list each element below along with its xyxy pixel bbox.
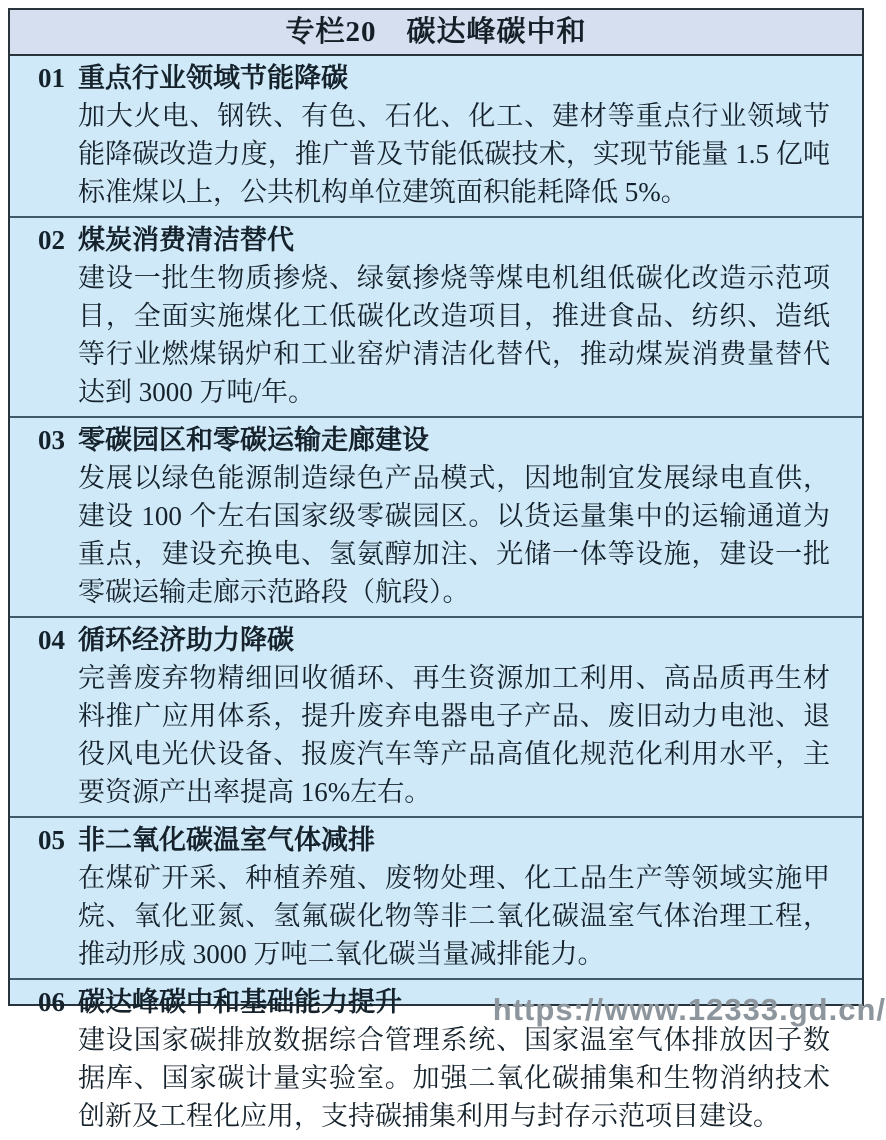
section-body: 在煤矿开采、种植养殖、废物处理、化工品生产等领域实施甲烷、氧化亚氮、氢氟碳化物等非二氧化碳温室气体治理工程，推动形成 3000 万吨二氧化碳当量减排能力。 (78, 863, 830, 969)
section-heading: 非二氧化碳温室气体减排 (78, 825, 375, 855)
section-body: 建设一批生物质掺烧、绿氨掺烧等煤电机组低碳化改造示范项目，全面实施煤化工低碳化改造项目，推进食品、纺织、造纸等行业燃煤锅炉和工业窑炉清洁化替代，推动煤炭消费量替代达到 3000 万吨/年。 (78, 263, 830, 407)
section-number: 04 (38, 625, 65, 655)
section-number: 05 (38, 825, 65, 855)
section-number: 01 (38, 63, 65, 93)
section-body: 发展以绿色能源制造绿色产品模式，因地制宜发展绿电直供，建设 100 个左右国家级零碳园区。以货运量集中的运输通道为重点，建设充换电、氢氨醇加注、光储一体等设施，建设一批零碳运输走廊示范路段（航段）。 (78, 463, 830, 607)
panel-header (10, 10, 862, 56)
panel-title: 专栏20 碳达峰碳中和 (285, 16, 587, 48)
section-04 (10, 616, 862, 816)
section-01 (10, 56, 862, 216)
section-number: 06 (38, 987, 65, 1017)
section-heading: 重点行业领域节能降碳 (78, 63, 348, 93)
section-body: 建设国家碳排放数据综合管理系统、国家温室气体排放因子数据库、国家碳计量实验室。加强二氧化碳捕集和生物消纳技术创新及工程化应用，支持碳捕集利用与封存示范项目建设。 (78, 1025, 830, 1131)
section-body: 完善废弃物精细回收循环、再生资源加工利用、高品质再生材料推广应用体系，提升废弃电器电子产品、废旧动力电池、退役风电光伏设备、报废汽车等产品高值化规范化利用水平，主要资源产出率提高 16%左右。 (78, 663, 830, 807)
watermark-url: https://www.12333.gd.cn/ (492, 992, 886, 1027)
section-02 (10, 216, 862, 416)
section-number: 03 (38, 425, 65, 455)
section-heading: 煤炭消费清洁替代 (78, 225, 294, 255)
section-heading: 零碳园区和零碳运输走廊建设 (78, 425, 429, 455)
section-heading: 碳达峰碳中和基础能力提升 (78, 987, 402, 1017)
section-05 (10, 816, 862, 978)
section-03 (10, 416, 862, 616)
section-heading: 循环经济助力降碳 (78, 625, 294, 655)
section-body: 加大火电、钢铁、有色、石化、化工、建材等重点行业领域节能降碳改造力度，推广普及节能低碳技术，实现节能量 1.5 亿吨标准煤以上，公共机构单位建筑面积能耗降低 5%。 (78, 101, 830, 207)
section-number: 02 (38, 225, 65, 255)
